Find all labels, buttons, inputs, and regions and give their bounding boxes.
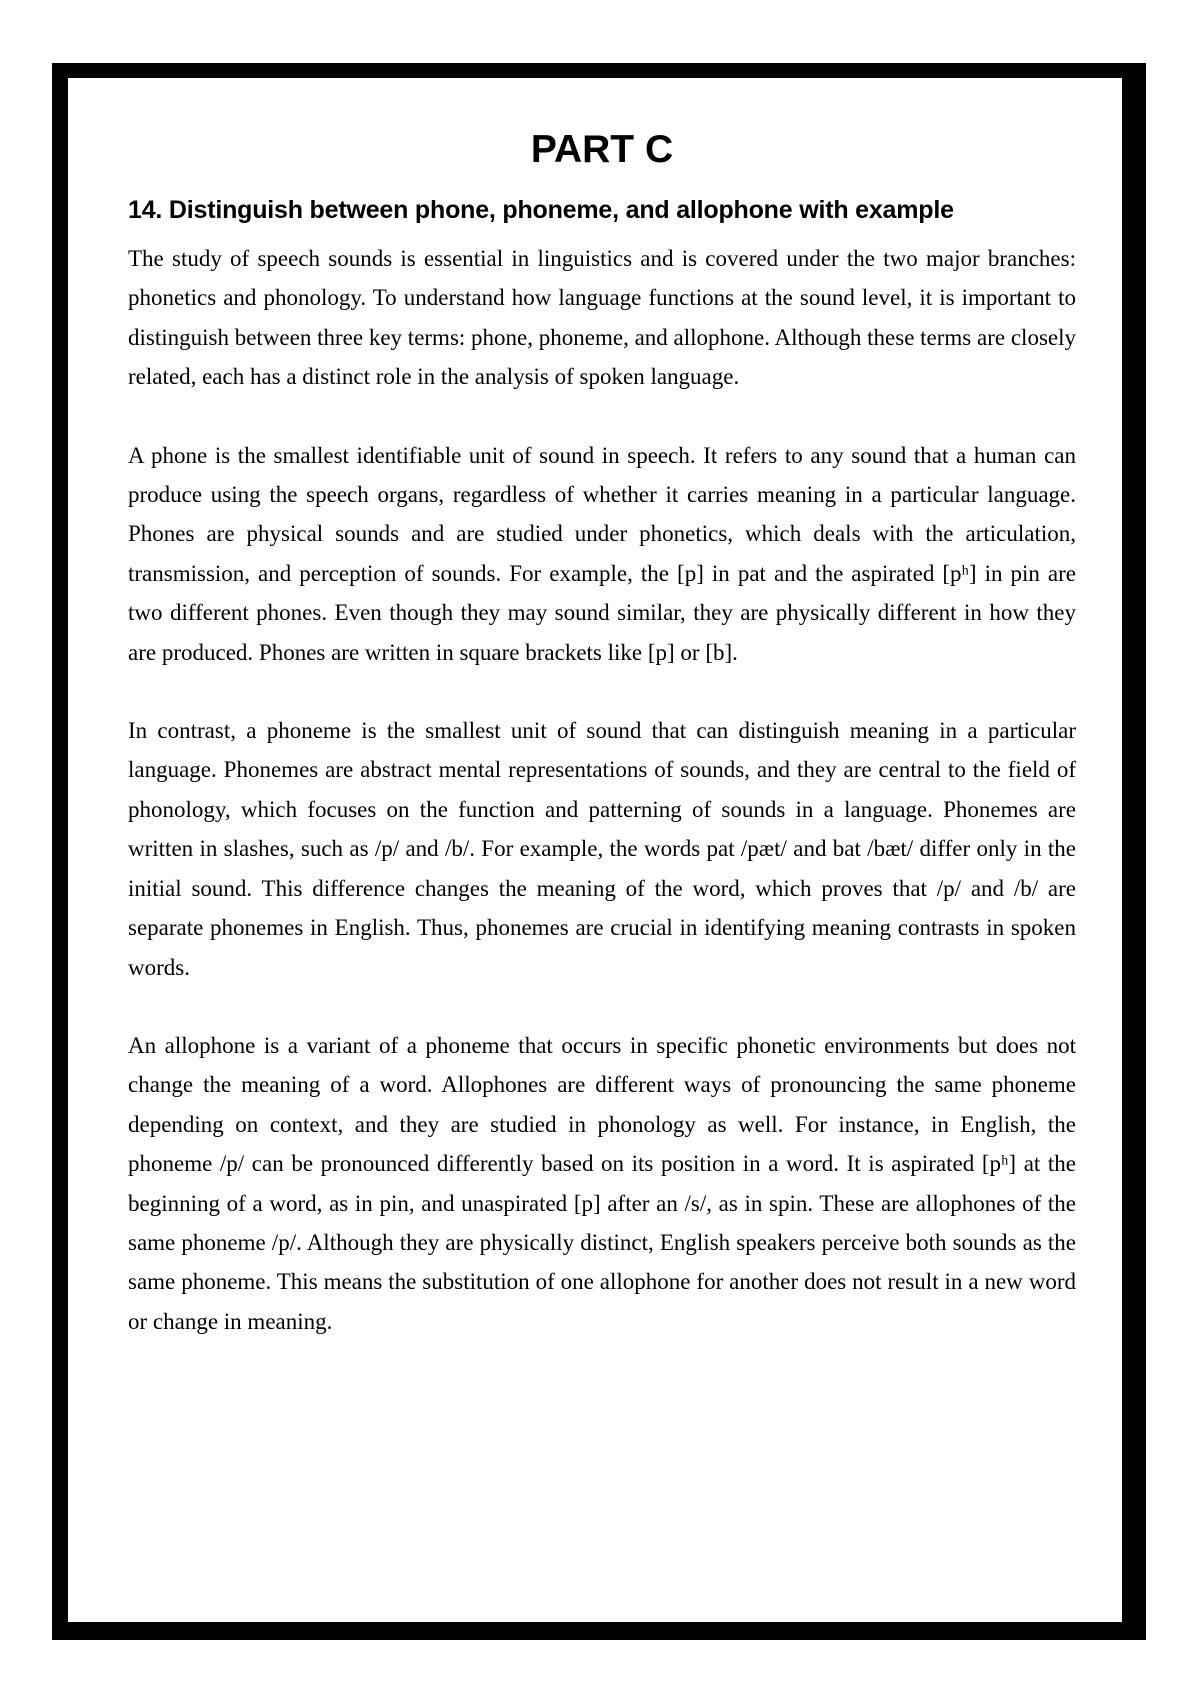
paragraph-introduction: The study of speech sounds is essential in linguistics and is covered under the two major branches: phonetics and phonology. To understand how language functions at the sound level, it is important to distinguish between three key terms: phone, phoneme, and allophone. Although these terms are closely related, each has a distinct role in the analysis of spoken language.: [128, 246, 1076, 390]
part-title: PART C: [530, 128, 674, 171]
document-content: [128, 126, 1076, 1341]
paragraph-phone: A phone is the smallest identifiable unit of sound in speech. It refers to any sound that a human can produce using the speech organs, regardless of whether it carries meaning in a particular language. Phones are physical sounds and are studied under phonetics, which deals with the articulation, transmission, and perception of sounds. For example, the [p] in pat and the aspirated [pʰ] in pin are two different phones. Even though they may sound similar, they are physically different in how they are produced. Phones are written in square brackets like [p] or [b].: [128, 442, 1076, 665]
paragraph-phoneme: In contrast, a phoneme is the smallest unit of sound that can distinguish meaning in a particular language. Phonemes are abstract mental representations of sounds, and they are central to the field of phonology, which focuses on the function and patterning of sounds in a language. Phonemes are written in slashes, such as /p/ and /b/. For example, the words pat /pæt/ and bat /bæt/ differ only in the initial sound. This difference changes the meaning of the word, which proves that /p/ and /b/ are separate phonemes in English. Thus, phonemes are crucial in identifying meaning contrasts in spoken words.: [128, 718, 1076, 980]
paragraph-allophone: An allophone is a variant of a phoneme that occurs in specific phonetic environments but does not change the meaning of a word. Allophones are different ways of pronouncing the same phoneme depending on context, and they are studied in phonology as well. For instance, in English, the phoneme /p/ can be pronounced differently based on its position in a word. It is aspirated [pʰ] at the beginning of a word, as in pin, and unaspirated [p] after an /s/, as in spin. These are allophones of the same phoneme /p/. Although they are physically distinct, English speakers perceive both sounds as the same phoneme. This means the substitution of one allophone for another does not result in a new word or change in meaning.: [128, 1032, 1076, 1334]
page-border-frame: [52, 63, 1146, 1640]
question-heading: 14. Distinguish between phone, phoneme, and allophone with example: [128, 196, 954, 224]
